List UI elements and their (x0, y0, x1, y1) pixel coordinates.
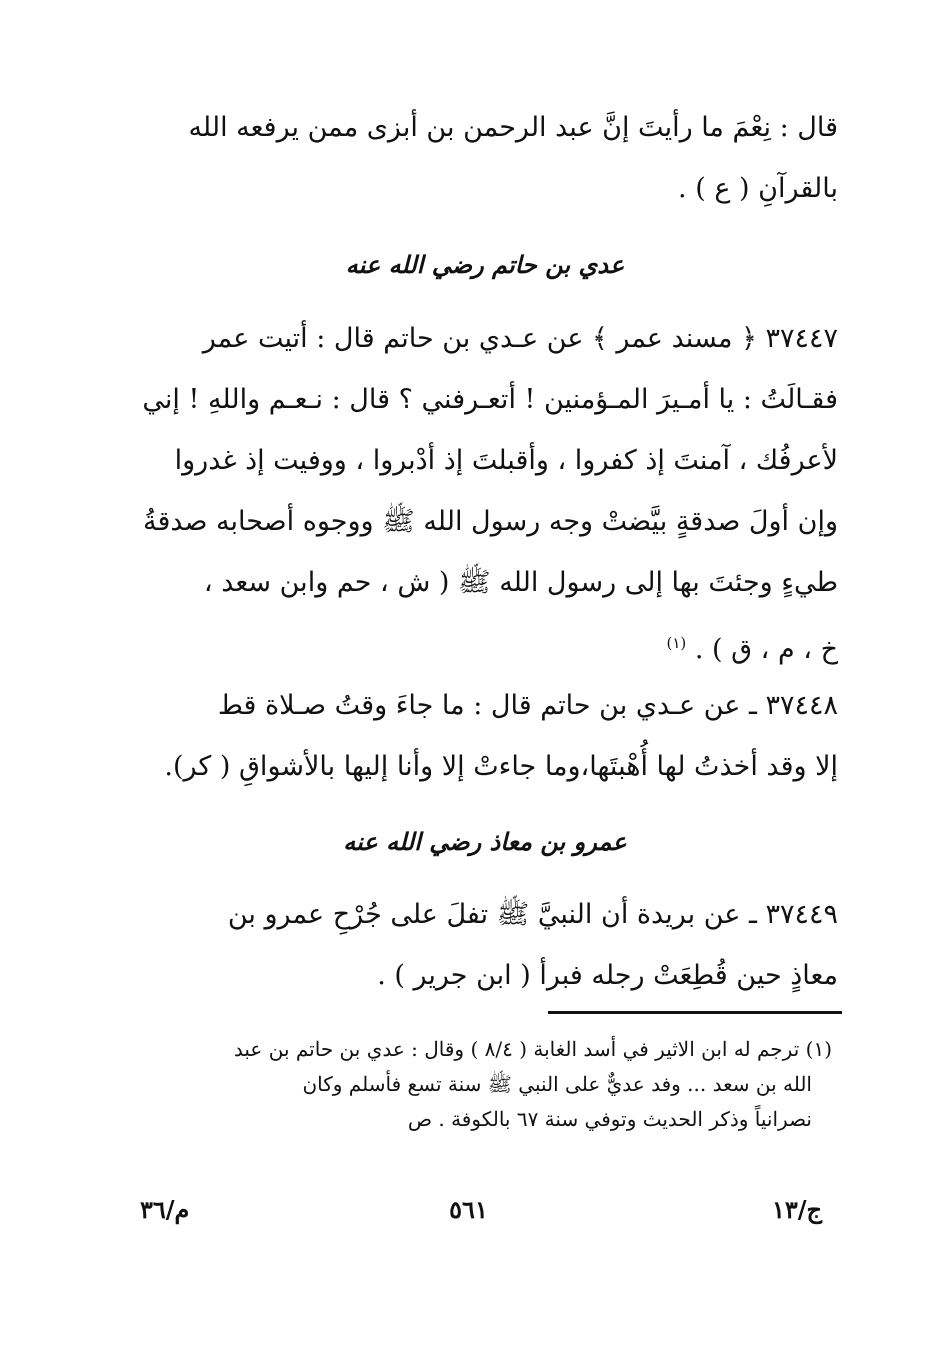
section-heading-amr: عمرو بن معاذ رضي الله عنه (343, 827, 627, 856)
text-line: قال : نِعْمَ ما رأيتَ إنَّ عبد الرحمن بن أبزى ممن يرفعه الله (188, 112, 838, 143)
page-number: ٥٦١ (449, 1195, 488, 1224)
opening-paragraph (132, 97, 838, 219)
text-line: فقـالَتُ : يا أمـيرَ المـؤمنين ! أتعـرفني ؟ قال : نـعـم واللهِ ! إني (142, 384, 838, 415)
text-line: وإن أولَ صدقةٍ بيَّضتْ وجه رسول الله ﷺ ووجوه أصحابه صدقةُ (142, 506, 838, 537)
footnote-line: نصرانياً وذكر الحديث وتوفي سنة ٦٧ بالكوفة . ص (407, 1107, 812, 1131)
hadith-37448 (132, 675, 838, 797)
text-line: ٣٧٤٤٧ ﴿ مسند عمر ﴾ عن عـدي بن حاتم قال : أتيت عمر (202, 323, 838, 354)
hadith-37449 (132, 884, 838, 1006)
footnote (132, 1032, 832, 1137)
section-heading-adi: عدي بن حاتم رضي الله عنه (345, 250, 625, 279)
footnote-marker[interactable]: (١) (666, 634, 687, 652)
signature-mark: م/٣٦ (140, 1195, 190, 1224)
text-line: بالقرآنِ ( ع ) . (678, 173, 838, 204)
text-line: إلا وقد أخذتُ لها أُهْبتَها،وما جاءتْ إلا وأنا إليها بالأشواقِ ( كر). (164, 751, 838, 782)
text-line: ٣٧٤٤٩ ـ عن بريدة أن النبيَّ ﷺ تفلَ على جُرْحِ عمرو بن (227, 899, 838, 930)
text-line (132, 613, 838, 680)
text-line: لأعرفُك ، آمنتَ إذ كفروا ، وأقبلتَ إذ أدْبروا ، ووفيت إذ غدروا (174, 445, 838, 476)
hadith-37447 (132, 308, 838, 680)
footnote-divider (548, 1011, 842, 1014)
text-line-content: خ ، م ، ق ) . (694, 634, 838, 665)
footnote-line: الله بن سعد ... وفد عديٌّ على النبي ﷺ سنة تسع فأسلم وكان (302, 1072, 812, 1096)
volume-number: ج/١٣ (771, 1195, 822, 1224)
text-line: ٣٧٤٤٨ ـ عن عـدي بن حاتم قال : ما جاءَ وقتُ صـلاة قط (217, 690, 838, 721)
text-line: معاذٍ حين قُطِعَتْ رجله فبرأ ( ابن جرير ) . (377, 960, 838, 991)
footnote-line: (١) ترجم له ابن الاثير في أسد الغابة ( ٨/٤ ) وقال : عدي بن حاتم بن عبد (233, 1037, 832, 1061)
text-line: طيءٍ وجئتَ بها إلى رسول الله ﷺ ( ش ، حم وابن سعد ، (203, 567, 838, 598)
